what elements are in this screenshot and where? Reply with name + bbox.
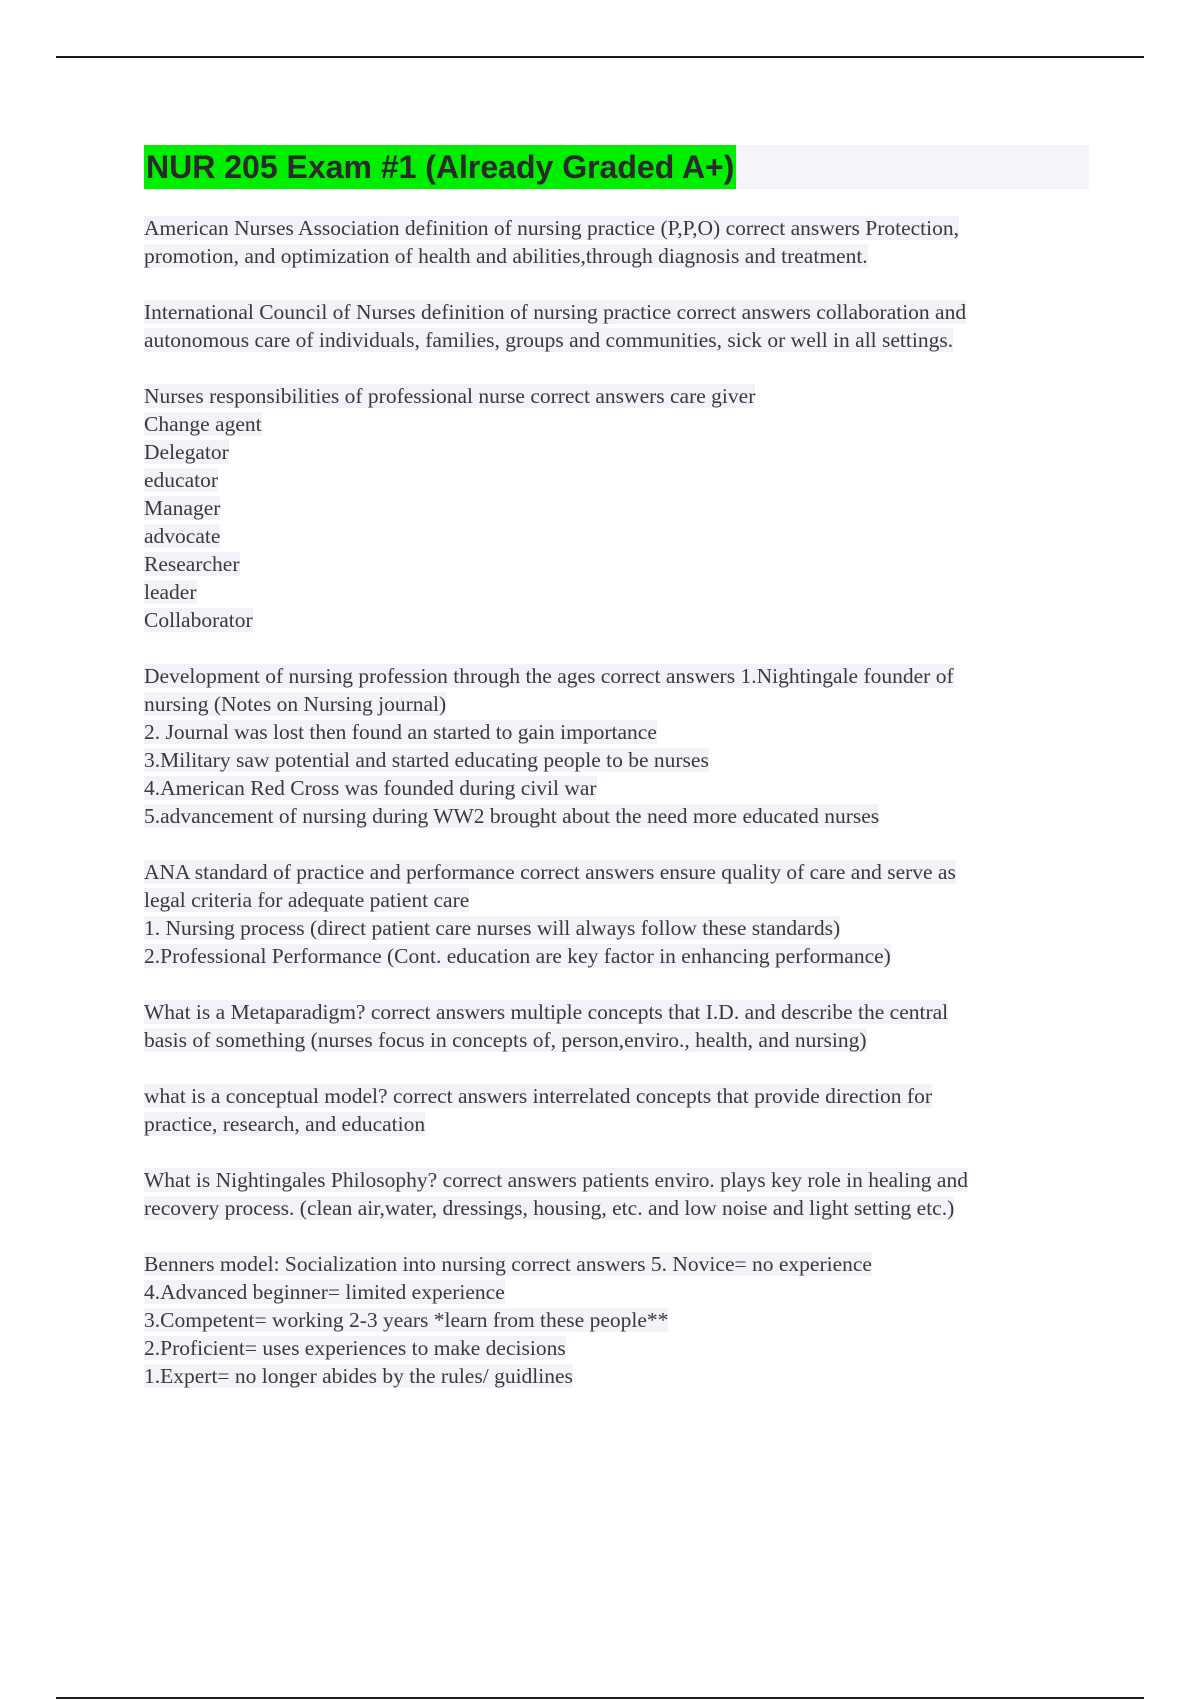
text-line	[144, 1278, 1094, 1306]
text-line-content: 3.Competent= working 2-3 years *learn from these people**	[144, 1308, 669, 1332]
qa-block	[144, 1166, 1094, 1222]
text-line	[144, 578, 1094, 606]
text-line-content: promotion, and optimization of health and abilities,through diagnosis and treatment.	[144, 244, 868, 268]
text-line-content: nursing (Notes on Nursing journal)	[144, 692, 447, 716]
text-line	[144, 746, 1094, 774]
text-line	[144, 858, 1094, 886]
text-line-content: 2. Journal was lost then found an started to gain importance	[144, 720, 657, 744]
text-line-content: what is a conceptual model? correct answers interrelated concepts that provide direction for	[144, 1084, 933, 1108]
text-line	[144, 886, 1094, 914]
text-line	[144, 1110, 1094, 1138]
text-line-content: ANA standard of practice and performance correct answers ensure quality of care and serve as	[144, 860, 956, 884]
text-line-content: recovery process. (clean air,water, dressings, housing, etc. and low noise and light setting etc.)	[144, 1196, 955, 1220]
text-line-content: 1.Expert= no longer abides by the rules/ guidlines	[144, 1364, 573, 1388]
text-line	[144, 802, 1094, 830]
text-line-content: What is a Metaparadigm? correct answers multiple concepts that I.D. and describe the central	[144, 1000, 949, 1024]
text-line-content: Development of nursing profession through the ages correct answers 1.Nightingale founder of	[144, 664, 954, 688]
text-line-content: Manager	[144, 496, 221, 520]
text-line	[144, 942, 1094, 970]
text-line	[144, 298, 1094, 326]
text-line	[144, 410, 1094, 438]
text-line-content: 4.Advanced beginner= limited experience	[144, 1280, 505, 1304]
text-line	[144, 1166, 1094, 1194]
text-line-content: basis of something (nurses focus in concepts of, person,enviro., health, and nursing)	[144, 1028, 867, 1052]
text-line	[144, 774, 1094, 802]
qa-block	[144, 214, 1094, 270]
text-line-content: Nurses responsibilities of professional nurse correct answers care giver	[144, 384, 756, 408]
title-bar	[144, 145, 1089, 189]
qa-block	[144, 662, 1094, 830]
qa-block	[144, 298, 1094, 354]
text-line	[144, 382, 1094, 410]
text-line	[144, 662, 1094, 690]
text-line	[144, 1082, 1094, 1110]
text-line-content: autonomous care of individuals, families, groups and communities, sick or well in all settings.	[144, 328, 954, 352]
text-line-content: 3.Military saw potential and started educating people to be nurses	[144, 748, 709, 772]
text-line	[144, 690, 1094, 718]
text-line	[144, 718, 1094, 746]
text-line-content: Delegator	[144, 440, 229, 464]
text-line-content: advocate	[144, 524, 221, 548]
text-line	[144, 214, 1094, 242]
text-line	[144, 1306, 1094, 1334]
text-line	[144, 914, 1094, 942]
text-line	[144, 1194, 1094, 1222]
document-title: NUR 205 Exam #1 (Already Graded A+)	[144, 145, 736, 189]
qa-block	[144, 858, 1094, 970]
text-line-content: 5.advancement of nursing during WW2 brought about the need more educated nurses	[144, 804, 880, 828]
text-line	[144, 550, 1094, 578]
text-line	[144, 1026, 1094, 1054]
text-line-content: practice, research, and education	[144, 1112, 426, 1136]
text-line-content: Researcher	[144, 552, 240, 576]
text-line-content: Benners model: Socialization into nursing correct answers 5. Novice= no experience	[144, 1252, 872, 1276]
text-line-content: 2.Professional Performance (Cont. education are key factor in enhancing performance)	[144, 944, 891, 968]
text-line-content: legal criteria for adequate patient care	[144, 888, 470, 912]
qa-block	[144, 998, 1094, 1054]
text-line	[144, 242, 1094, 270]
qa-block	[144, 1250, 1094, 1390]
top-rule	[56, 56, 1144, 58]
text-line	[144, 1334, 1094, 1362]
text-line-content: International Council of Nurses definition of nursing practice correct answers collaboration and	[144, 300, 967, 324]
text-line	[144, 606, 1094, 634]
text-line-content: American Nurses Association definition of nursing practice (P,P,O) correct answers Protection,	[144, 216, 960, 240]
text-line	[144, 998, 1094, 1026]
bottom-rule	[56, 1697, 1144, 1699]
text-line-content: 4.American Red Cross was founded during civil war	[144, 776, 597, 800]
qa-block	[144, 382, 1094, 634]
text-line-content: leader	[144, 580, 197, 604]
text-line	[144, 466, 1094, 494]
qa-block	[144, 1082, 1094, 1138]
text-line-content: Collaborator	[144, 608, 253, 632]
text-line-content: What is Nightingales Philosophy? correct answers patients enviro. plays key role in healing and	[144, 1168, 968, 1192]
text-line	[144, 494, 1094, 522]
document-body	[144, 214, 1094, 1418]
text-line-content: Change agent	[144, 412, 262, 436]
text-line	[144, 438, 1094, 466]
text-line	[144, 1250, 1094, 1278]
text-line-content: 1. Nursing process (direct patient care nurses will always follow these standards)	[144, 916, 841, 940]
text-line	[144, 326, 1094, 354]
text-line-content: educator	[144, 468, 219, 492]
text-line	[144, 522, 1094, 550]
text-line-content: 2.Proficient= uses experiences to make decisions	[144, 1336, 566, 1360]
text-line	[144, 1362, 1094, 1390]
